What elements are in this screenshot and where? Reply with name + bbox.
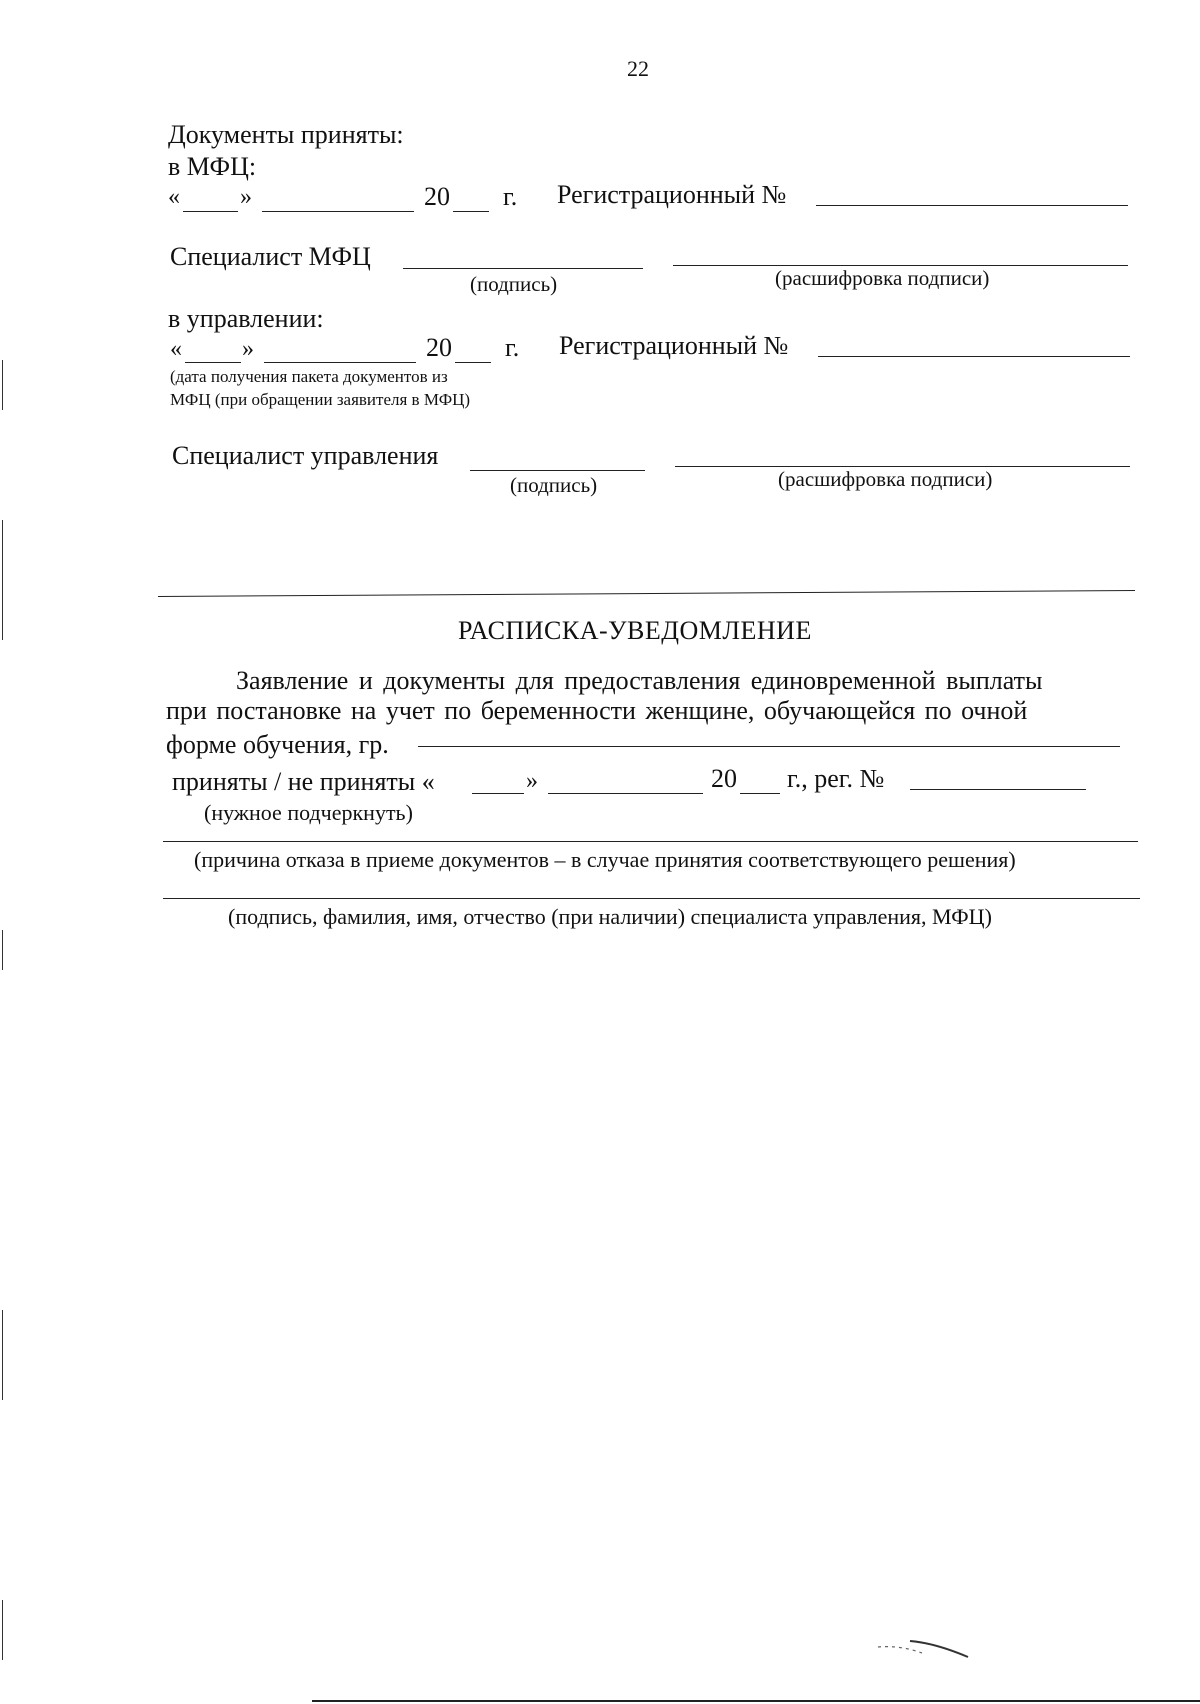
- department-month-field[interactable]: [264, 362, 416, 363]
- department-reg-label: Регистрационный №: [559, 331, 789, 360]
- mfc-decoding-caption: (расшифровка подписи): [775, 266, 990, 290]
- bottom-edge-line: [312, 1700, 1200, 1702]
- date-note-line2: МФЦ (при обращении заявителя в МФЦ): [170, 390, 471, 409]
- page-number: 22: [627, 56, 649, 81]
- accepted-not-accepted-label: приняты / не приняты «: [172, 767, 435, 796]
- year-reg-suffix: г., рег. №: [787, 764, 885, 793]
- year-prefix: 20: [426, 333, 452, 362]
- section-divider: [158, 590, 1135, 597]
- year-suffix: г.: [505, 333, 520, 362]
- specialist-signature-caption: (подпись, фамилия, имя, отчество (при наличии) специалиста управления, МФЦ): [228, 904, 992, 929]
- scan-edge-mark: [2, 1600, 3, 1660]
- receipt-body-line2: при постановке на учет по беременности женщине, обучающейся по очной: [166, 696, 1028, 725]
- receipt-body-line3: форме обучения, гр.: [166, 730, 389, 759]
- receipt-month-field[interactable]: [548, 793, 703, 794]
- underline-note: (нужное подчеркнуть): [204, 800, 413, 825]
- mfc-day-field[interactable]: [183, 211, 238, 212]
- department-specialist-label: Специалист управления: [172, 441, 439, 470]
- department-day-field[interactable]: [185, 362, 241, 363]
- refusal-reason-caption: (причина отказа в приеме документов – в случае принятия соответствующего решения): [194, 847, 1016, 872]
- quote-open: «: [168, 184, 180, 210]
- mfc-signature-field[interactable]: [403, 268, 643, 269]
- scan-edge-mark: [2, 1310, 3, 1400]
- scan-edge-mark: [2, 930, 3, 970]
- mfc-reg-number-field[interactable]: [816, 205, 1128, 206]
- receipt-title: РАСПИСКА-УВЕДОМЛЕНИЕ: [458, 616, 812, 645]
- receipt-year-field[interactable]: [740, 793, 780, 794]
- scan-edge-mark: [2, 360, 3, 410]
- mfc-specialist-label: Специалист МФЦ: [170, 242, 371, 271]
- mfc-reg-label: Регистрационный №: [557, 180, 787, 209]
- department-signature-caption: (подпись): [510, 473, 598, 497]
- year-suffix: г.: [503, 182, 518, 211]
- quote-open: «: [170, 336, 182, 362]
- date-note-line1: (дата получения пакета документов из: [170, 367, 448, 386]
- quote-close: »: [240, 184, 252, 210]
- scan-edge-mark: [2, 520, 3, 640]
- refusal-reason-field[interactable]: [163, 841, 1138, 842]
- department-label: в управлении:: [168, 304, 324, 333]
- year-prefix: 20: [711, 764, 737, 793]
- department-signature-field[interactable]: [470, 470, 645, 471]
- year-prefix: 20: [424, 182, 450, 211]
- receipt-body-line1: Заявление и документы для предоставления единовременной выплаты: [236, 666, 1043, 695]
- receipt-day-field[interactable]: [472, 793, 524, 794]
- quote-close: »: [242, 336, 254, 362]
- applicant-name-field[interactable]: [418, 746, 1120, 747]
- accepted-heading: Документы приняты:: [168, 120, 404, 149]
- quote-close: »: [526, 768, 538, 794]
- mfc-signature-caption: (подпись): [470, 272, 558, 296]
- scan-smudge: [870, 1635, 990, 1665]
- mfc-label: в МФЦ:: [168, 152, 257, 181]
- department-reg-number-field[interactable]: [818, 356, 1130, 357]
- receipt-reg-number-field[interactable]: [910, 789, 1086, 790]
- mfc-year-field[interactable]: [453, 211, 489, 212]
- department-year-field[interactable]: [455, 362, 491, 363]
- mfc-month-field[interactable]: [262, 211, 414, 212]
- specialist-signature-field[interactable]: [163, 898, 1140, 899]
- department-decoding-caption: (расшифровка подписи): [778, 467, 993, 491]
